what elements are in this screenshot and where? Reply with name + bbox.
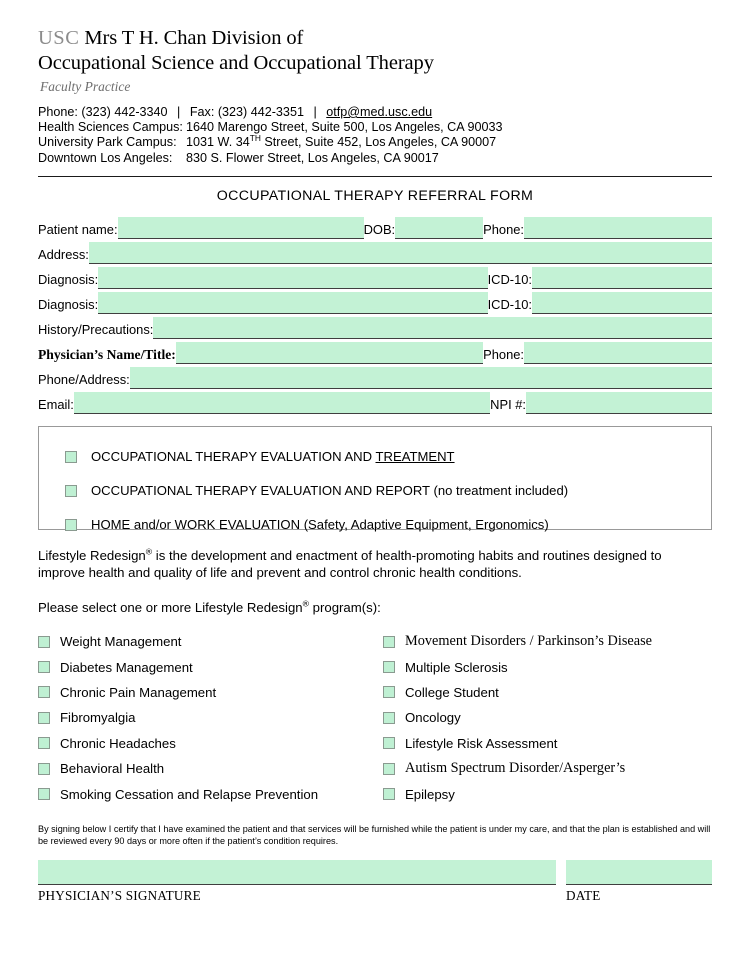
signature-date-input[interactable] (566, 860, 712, 885)
npi-input[interactable] (526, 392, 712, 414)
program-label: Epilepsy (405, 786, 455, 802)
checkbox-icon[interactable] (383, 636, 395, 648)
health-sciences-address: 1640 Marengo Street, Suite 500, Los Angeles, CA 90033 (186, 120, 503, 135)
contact-row-health-sciences (38, 120, 712, 135)
contact-row-phone-fax-email (38, 105, 712, 120)
diagnosis-1-label: Diagnosis: (38, 271, 99, 287)
row-diagnosis-2 (38, 289, 712, 314)
contact-row-university-park (38, 135, 712, 150)
physician-phone-label: Phone: (483, 346, 524, 362)
program-label: College Student (405, 684, 499, 700)
program-label: Autism Spectrum Disorder/Asperger’s (405, 760, 626, 777)
downtown-address: 830 S. Flower Street, Los Angeles, CA 90017 (186, 150, 439, 165)
letterhead-division: Mrs T H. Chan Division of (84, 27, 304, 49)
letterhead-line-1 (38, 26, 712, 51)
checkbox-icon[interactable] (383, 661, 395, 673)
ordinal-suffix: TH (249, 133, 261, 144)
prompt-post: program(s): (308, 600, 381, 615)
program-item-smoking-cessation[interactable] (38, 781, 383, 806)
prompt-pre: Please select one or more Lifestyle Redesign (38, 600, 303, 615)
phone-label: Phone: (38, 105, 78, 119)
service-option-home-work-evaluation[interactable] (65, 508, 711, 542)
diagnosis-2-input[interactable] (98, 292, 487, 314)
icd10-2-label: ICD-10: (487, 296, 532, 312)
program-item-epilepsy[interactable] (383, 781, 728, 806)
checkbox-icon[interactable] (383, 788, 395, 800)
service-option-label: OCCUPATIONAL THERAPY EVALUATION AND REPORT (no treatment included) (91, 483, 569, 499)
program-label: Diabetes Management (60, 659, 193, 675)
signature-field-row (38, 860, 712, 885)
row-history (38, 314, 712, 339)
checkbox-icon[interactable] (383, 737, 395, 749)
fax-label: Fax: (189, 105, 215, 119)
checkbox-icon[interactable] (38, 686, 50, 698)
program-item-multiple-sclerosis[interactable] (383, 654, 728, 679)
email-label: Email: (38, 396, 74, 412)
history-label: History/Precautions: (38, 321, 154, 337)
checkbox-icon[interactable] (38, 712, 50, 724)
email-link[interactable]: otfp@med.usc.edu (326, 105, 433, 119)
patient-phone-input[interactable] (524, 217, 712, 239)
checkbox-icon[interactable] (383, 712, 395, 724)
header-divider (38, 176, 712, 177)
university-park-label: University Park Campus: (38, 135, 177, 150)
patient-name-input[interactable] (118, 217, 364, 239)
lifestyle-redesign-description (38, 547, 698, 582)
service-selection-box (38, 426, 712, 533)
program-label: Oncology (405, 710, 461, 726)
row-diagnosis-1 (38, 264, 712, 289)
letterhead (38, 0, 712, 96)
program-item-behavioral-health[interactable] (38, 756, 383, 781)
row-email (38, 389, 712, 414)
icd10-2-input[interactable] (532, 292, 712, 314)
signature-label-row (38, 888, 712, 904)
row-patient-name (38, 214, 712, 239)
program-label: Smoking Cessation and Relapse Prevention (60, 786, 319, 802)
program-label: Behavioral Health (60, 761, 165, 777)
checkbox-icon[interactable] (383, 763, 395, 775)
address-input[interactable] (89, 242, 712, 264)
program-label: Weight Management (60, 634, 182, 650)
separator-1: | (177, 105, 181, 119)
diagnosis-1-input[interactable] (98, 267, 487, 289)
physician-phone-input[interactable] (524, 342, 712, 364)
program-column-left (38, 629, 383, 807)
program-item-fibromyalgia[interactable] (38, 705, 383, 730)
program-checkbox-list (38, 629, 712, 807)
patient-phone-label: Phone: (483, 221, 524, 237)
npi-label: NPI #: (490, 396, 526, 412)
dob-label: DOB: (363, 221, 396, 237)
program-item-weight-management[interactable] (38, 629, 383, 654)
program-select-prompt (38, 600, 712, 615)
service-label-text: OCCUPATIONAL THERAPY EVALUATION AND (91, 449, 376, 465)
program-item-diabetes-management[interactable] (38, 654, 383, 679)
checkbox-icon[interactable] (65, 519, 77, 531)
program-label: Lifestyle Risk Assessment (405, 735, 558, 751)
dob-input[interactable] (395, 217, 483, 239)
service-option-label: HOME and/or WORK EVALUATION (Safety, Adaptive Equipment, Ergonomics) (91, 517, 549, 533)
service-option-report[interactable] (65, 474, 711, 508)
program-label: Chronic Headaches (60, 735, 176, 751)
checkbox-icon[interactable] (38, 763, 50, 775)
program-item-movement-disorders[interactable] (383, 629, 728, 654)
row-address (38, 239, 712, 264)
history-input[interactable] (153, 317, 712, 339)
phone-value: (323) 442-3340 (81, 105, 168, 119)
checkbox-icon[interactable] (38, 788, 50, 800)
usc-wordmark: USC (38, 27, 80, 49)
physician-signature-input[interactable] (38, 860, 556, 885)
phone-address-input[interactable] (130, 367, 712, 389)
program-item-autism-spectrum-disorder[interactable] (383, 756, 728, 781)
checkbox-icon[interactable] (38, 661, 50, 673)
row-physician-name (38, 339, 712, 364)
program-item-oncology[interactable] (383, 705, 728, 730)
university-park-address-pre: 1031 W. 34 (186, 135, 250, 150)
university-park-address-post: Street, Suite 452, Los Angeles, CA 90007 (260, 135, 497, 150)
program-item-lifestyle-risk-assessment[interactable] (383, 731, 728, 756)
program-label: Fibromyalgia (60, 710, 136, 726)
physician-signature-label: PHYSICIAN’S SIGNATURE (38, 887, 201, 903)
program-label: Movement Disorders / Parkinson’s Disease (405, 633, 652, 650)
program-column-right (383, 629, 728, 807)
service-option-label (91, 449, 455, 464)
contact-block (38, 105, 712, 166)
icd10-1-input[interactable] (532, 267, 712, 289)
physician-name-label: Physician’s Name/Title: (38, 346, 176, 362)
certification-statement: By signing below I certify that I have examined the patient and that services will be furnished while the patient is under my care, and that the plan is established and will be reviewed every 90 days or more often if the patient’s condition requires. (38, 823, 711, 847)
separator-2: | (313, 105, 317, 119)
program-label: Multiple Sclerosis (405, 659, 508, 675)
letterhead-line-2: Occupational Science and Occupational Therapy (38, 52, 434, 74)
lifestyle-desc-post: is the development and enactment of health-promoting habits and routines designed to improve health and quality of life and prevent and control chronic health conditions. (38, 547, 662, 581)
icd10-1-label: ICD-10: (487, 271, 532, 287)
checkbox-icon[interactable] (38, 737, 50, 749)
checkbox-icon[interactable] (65, 451, 77, 463)
program-label: Chronic Pain Management (60, 684, 217, 700)
program-item-chronic-pain-management[interactable] (38, 680, 383, 705)
page-title: OCCUPATIONAL THERAPY REFERRAL FORM (216, 187, 534, 204)
registered-mark-icon: ® (145, 546, 153, 557)
checkbox-icon[interactable] (383, 686, 395, 698)
downtown-label: Downtown Los Angeles: (38, 150, 173, 165)
row-phone-address (38, 364, 712, 389)
fax-value: (323) 442-3351 (217, 105, 304, 119)
program-item-chronic-headaches[interactable] (38, 731, 383, 756)
program-item-college-student[interactable] (383, 680, 728, 705)
lifestyle-desc-pre: Lifestyle Redesign (38, 547, 146, 563)
checkbox-icon[interactable] (65, 485, 77, 497)
registered-mark-icon: ® (302, 598, 309, 609)
contact-row-downtown (38, 151, 712, 166)
health-sciences-label: Health Sciences Campus: (38, 120, 183, 135)
service-option-treatment[interactable] (65, 440, 711, 474)
phone-address-label: Phone/Address: (38, 371, 130, 387)
email-input[interactable] (74, 392, 490, 414)
letterhead-subtitle: Faculty Practice (40, 79, 131, 94)
signature-date-label: DATE (566, 887, 601, 903)
address-label: Address: (38, 246, 89, 262)
checkbox-icon[interactable] (38, 636, 50, 648)
service-label-emphasis: TREATMENT (375, 449, 455, 465)
diagnosis-2-label: Diagnosis: (38, 296, 99, 312)
patient-name-label: Patient name: (38, 221, 118, 237)
patient-fields (38, 214, 712, 414)
physician-name-input[interactable] (176, 342, 483, 364)
